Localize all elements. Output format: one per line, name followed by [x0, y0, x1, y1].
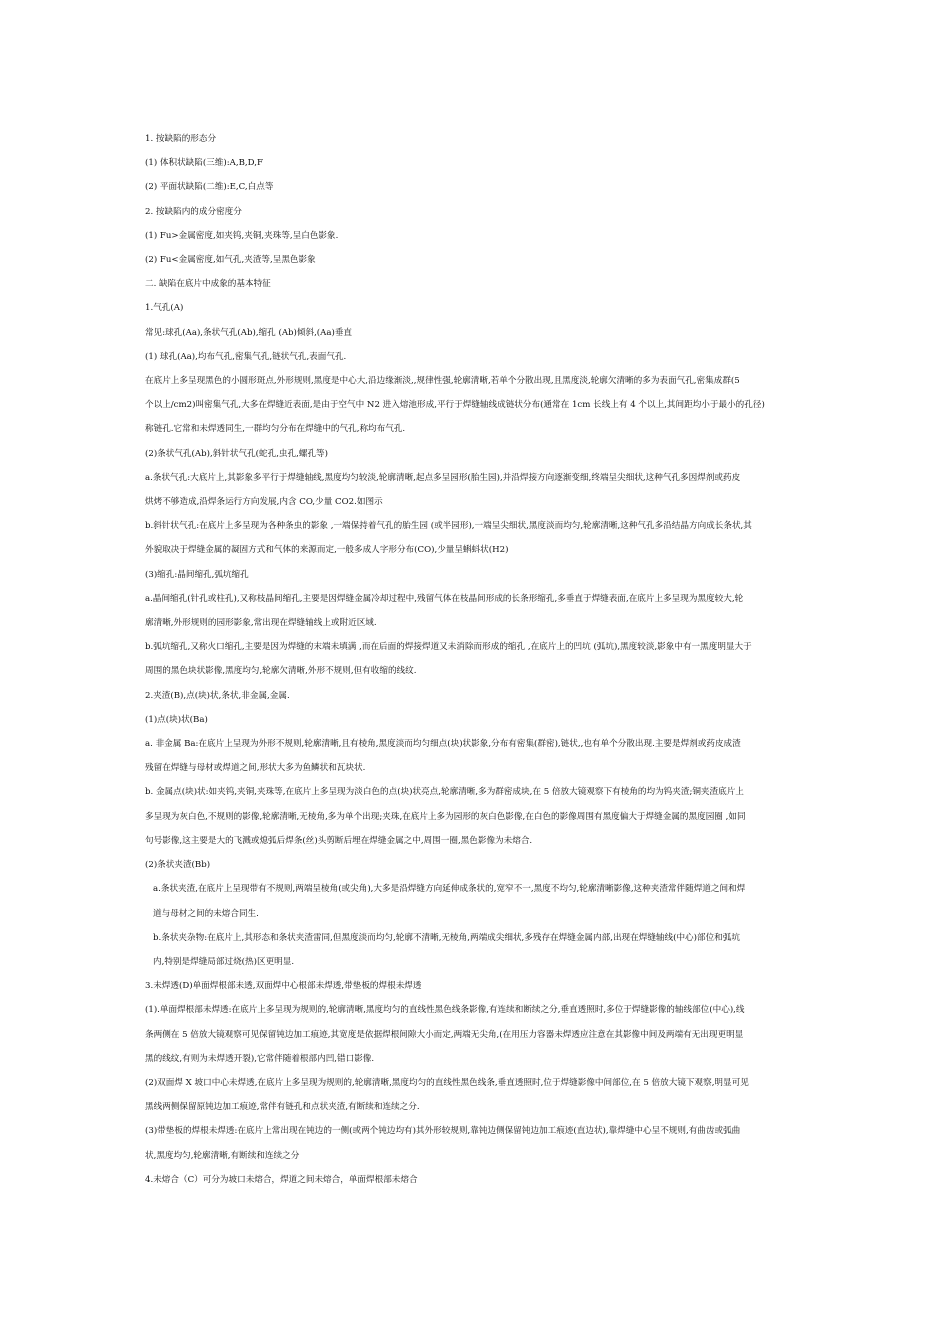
- paragraph: [145, 708, 809, 732]
- paragraph: [145, 345, 809, 369]
- text-line: 周围的黑色块状影像,黑度均匀,轮廓欠清晰,外形不规则,但有收缩的线纹.: [145, 666, 417, 677]
- text-line: 多呈现为灰白色,不规则的影像,轮廓清晰,无棱角,多为单个出现;夹珠,在底片上多为园形的灰白色影像,在白色的影像周围有黑度偏大于焊缝金属的黑度园圈 ,如同: [145, 811, 746, 822]
- text-line: 外貌取决于焊缝金属的凝固方式和气体的来源而定,一般多成人字形分布(CO),少量呈蝌蚪状(H2): [145, 545, 509, 556]
- document-body: [145, 127, 809, 1192]
- text-line: 状,黑度均匀,轮廓清晰,有断续和连续之分: [145, 1150, 300, 1161]
- text-line: 3.未焊透(D)单面焊根部未透,双面焊中心根部未焊透,带垫板的焊根未焊透: [145, 981, 422, 992]
- paragraph: [145, 1119, 809, 1167]
- paragraph: [145, 587, 809, 635]
- paragraph: [145, 877, 809, 925]
- text-line: 黑线两侧保留原钝边加工痕迹,常伴有链孔和点状夹渣,有断续和连续之分.: [145, 1102, 420, 1113]
- text-line: (1)点(块)状(Ba): [145, 714, 208, 725]
- paragraph: [145, 466, 809, 514]
- text-line: 在底片上多呈现黑色的小圆形斑点,外形规则,黑度是中心大,沿边缘渐淡,,规律性强,轮廓清晰,若单个分散出现,且黑度淡,轮廓欠清晰的多为表面气孔,密集成群(5: [145, 376, 740, 387]
- text-line: 称链孔.它常和未焊透同生,一群均匀分布在焊缝中的气孔,称均布气孔.: [145, 424, 406, 435]
- text-line: 常见:球孔(Aa),条状气孔(Ab),缩孔 (Ab)倾斜,(Aa)垂直: [145, 327, 353, 338]
- paragraph: [145, 974, 809, 998]
- paragraph: [145, 1168, 809, 1192]
- text-line: (2) 平面状缺陷(二维):E,C,白点等: [145, 182, 274, 193]
- paragraph: [145, 321, 809, 345]
- paragraph: [145, 635, 809, 683]
- text-line: (1) 球孔(Aa),均布气孔,密集气孔,链状气孔,表面气孔.: [145, 351, 347, 362]
- paragraph: [145, 853, 809, 877]
- text-line: 道与母材之间的未熔合同生.: [153, 908, 259, 919]
- paragraph: [145, 127, 809, 151]
- paragraph: [145, 175, 809, 199]
- paragraph: [145, 926, 809, 974]
- paragraph: [145, 151, 809, 175]
- text-line: b.弧坑缩孔,又称火口缩孔,主要是因为焊缝的末端未填满 ,而在后面的焊接焊道又未消除而形成的缩孔 ,在底片上的凹坑 (弧坑),黑度较淡,影象中有一黑度明显大于: [145, 642, 752, 653]
- paragraph: [145, 369, 809, 442]
- text-line: (2)条状气孔(Ab),斜针状气孔(蛇孔,虫孔,螺孔等): [145, 448, 328, 459]
- text-line: a.条状夹渣,在底片上呈现带有不规则,两端呈棱角(或尖角),大多是沿焊缝方向延伸成条状的,宽窄不一,黑度不均匀,轮廓清晰影像,这种夹渣常伴随焊道之间和焊: [153, 884, 746, 895]
- text-line: 句号影像,这主要是大的飞溅或熄弧后焊条(丝)头剪断后埋在焊缝金属之中,周围一圈,黑色影像为未熔合.: [145, 835, 533, 846]
- paragraph: [145, 732, 809, 780]
- paragraph: [145, 296, 809, 320]
- text-line: b. 金属点(块)状:如夹钨,夹铜,夹珠等,在底片上多呈现为淡白色的点(块)状亮点,轮廓清晰,多为群密成块,在 5 倍放大镜观察下有棱角的均为钨夹渣;铜夹渣底片上: [145, 787, 744, 798]
- text-line: (3)带垫板的焊根未焊透:在底片上常出现在钝边的一侧(或两个钝边均有)其外形较规则,靠钝边侧保留钝边加工痕迹(直边状),靠焊缝中心呈不规则,有曲齿或弧曲: [145, 1126, 741, 1137]
- text-line: 2. 按缺陷内的成分密度分: [145, 206, 242, 217]
- paragraph: [145, 442, 809, 466]
- text-line: (1) 体积状缺陷(三维):A,B,D,F: [145, 158, 263, 169]
- paragraph: [145, 780, 809, 853]
- paragraph: [145, 200, 809, 224]
- paragraph: [145, 224, 809, 248]
- text-line: (3)缩孔:晶间缩孔,弧坑缩孔: [145, 569, 249, 580]
- paragraph: [145, 1071, 809, 1119]
- text-line: (2) Fu<金属密度,如气孔,夹渣等,呈黑色影象: [145, 255, 316, 266]
- text-line: 2.夹渣(B),点(块)状,条状,非金属,金属.: [145, 690, 290, 701]
- text-line: 廓清晰,外形规则的园形影象,常出现在焊缝轴线上或附近区域.: [145, 618, 377, 629]
- paragraph: [145, 684, 809, 708]
- paragraph: [145, 998, 809, 1071]
- paragraph: [145, 563, 809, 587]
- text-line: a. 非金属 Ba:在底片上呈现为外形不规则,轮廓清晰,且有棱角,黑度淡而均匀细点(块)状影象,分布有密集(群密),链状,,也有单个分散出现.主要是焊剂或药皮成渣: [145, 739, 741, 750]
- text-line: 内,特别是焊缝局部过烧(热)区更明显.: [153, 956, 295, 967]
- paragraph: [145, 272, 809, 296]
- text-line: 1.气孔(A): [145, 303, 184, 314]
- text-line: a.条状气孔:大底片上,其影象多平行于焊缝轴线,黑度均匀较淡,轮廓清晰,起点多呈园形(胎生园),并沿焊接方向逐渐变细,终端呈尖细状,这种气孔多因焊剂或药皮: [145, 472, 741, 483]
- text-line: 残留在焊缝与母材或焊道之间,形状大多为鱼鳞状和瓦块状.: [145, 763, 366, 774]
- text-line: (2)双面焊 X 坡口中心未焊透,在底片上多呈现为规则的,轮廓清晰,黑度均匀的直线性黑色线条,垂直透照时,位于焊缝影像中间部位,在 5 倍放大镜下观察,明显可见: [145, 1077, 749, 1088]
- text-line: 个以上/cm2)叫密集气孔,大多在焊缝近表面,是由于空气中 N2 进入熔池形成,平行于焊缝轴线成链状分布(通常在 1cm 长线上有 4 个以上,其间距均小于最小的孔径): [145, 400, 765, 411]
- text-line: (2)条状夹渣(Bb): [145, 860, 211, 871]
- text-line: 二. 缺陷在底片中成象的基本特征: [145, 279, 271, 290]
- text-line: (1) Fu>金属密度,如夹钨,夹铜,夹珠等,呈白色影象.: [145, 230, 339, 241]
- paragraph: [145, 248, 809, 272]
- text-line: 黑的线纹,有则为未焊透开裂),它常伴随着根部内凹,错口影像.: [145, 1053, 375, 1064]
- text-line: b.斜针状气孔:在底片上多呈现为各种条虫的影象 ,一端保持着气孔的胎生园 (或半园形),一端呈尖细状,黑度淡而均匀,轮廓清晰,这种气孔多沿结晶方向成长条状,其: [145, 521, 752, 532]
- text-line: b.条状夹杂物:在底片上,其形态和条状夹渣雷同,但黑度淡而均匀,轮廓不清晰,无棱角,两端成尖细状,多残存在焊缝金属内部,出现在焊缝轴线(中心)部位和弧坑: [153, 932, 740, 943]
- text-line: 4.未熔合（C）可分为坡口未熔合，焊道之间未熔合，单面焊根部未熔合: [145, 1174, 418, 1185]
- text-line: 条两侧在 5 倍放大镜观察可见保留钝边加工痕迹,其宽度是依据焊根间隙大小而定,两端无尖角,(在用压力容器未焊透应注意在其影像中间及两端有无出现更明显: [145, 1029, 744, 1040]
- text-line: a.晶间缩孔(针孔或柱孔),又称枝晶间缩孔,主要是因焊缝金属冷却过程中,残留气体在枝晶间形成的长条形缩孔,多垂直于焊缝表面,在底片上多呈现为黑度较大,轮: [145, 593, 744, 604]
- text-line: 1. 按缺陷的形态分: [145, 134, 217, 144]
- text-line: 烘烤不够造成,沿焊条运行方向发展,内含 CO,少量 CO2.如图示: [145, 497, 383, 508]
- paragraph: [145, 514, 809, 562]
- text-line: (1).单面焊根部未焊透:在底片上多呈现为规则的,轮廓清晰,黑度均匀的直线性黑色线条影像,有连续和断续之分,垂直透照时,多位于焊缝影像的轴线部位(中心),线: [145, 1005, 745, 1016]
